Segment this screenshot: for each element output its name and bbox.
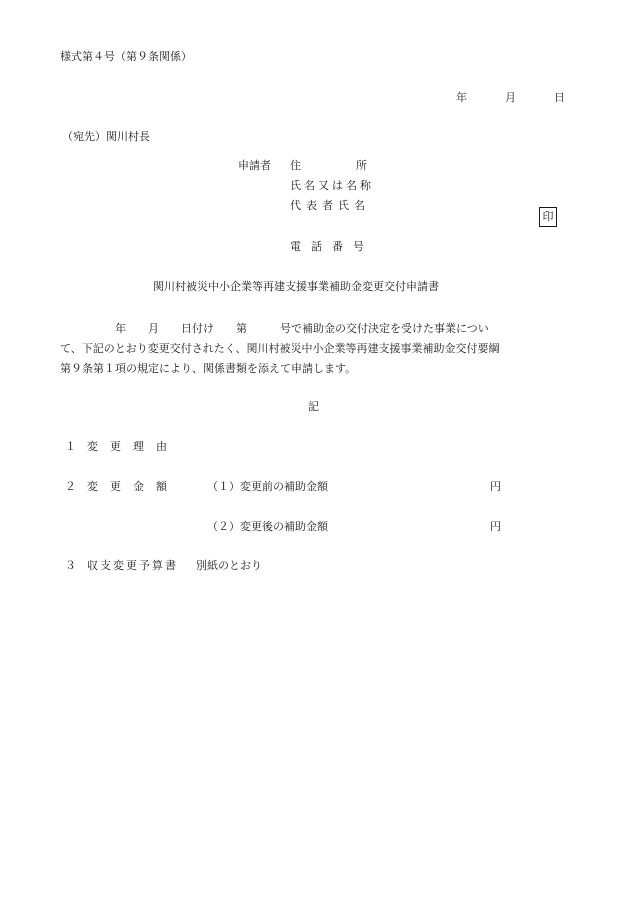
- representative-label: 代表者氏名: [290, 199, 370, 212]
- sub-amount-before: （１）変更前の補助金額: [207, 480, 328, 493]
- body-paragraph: [60, 319, 572, 379]
- seal-mark: 印: [539, 207, 557, 227]
- yen-unit-before: 円: [490, 480, 501, 493]
- body-line-2: て、下記のとおり変更交付されたく、関川村被災中小企業等再建支援事業補助金交付要綱: [60, 342, 500, 355]
- ki-heading: 記: [308, 400, 319, 413]
- item-number: ３: [65, 559, 76, 572]
- item-number: ２: [65, 480, 76, 493]
- body-line-3: 第９条第１項の規定により、関係書類を添えて申請します。: [60, 362, 357, 375]
- item-change-amount: [65, 480, 179, 494]
- address-label: 住 所: [290, 159, 367, 172]
- form-number: 様式第４号（第９条関係）: [60, 50, 192, 63]
- item-label: 変更金額: [87, 480, 179, 493]
- phone-label: 電話番号: [290, 240, 374, 253]
- item-value: 別紙のとおり: [196, 559, 262, 572]
- date-line: [456, 91, 565, 105]
- document-title: 関川村被災中小企業等再建支援事業補助金変更交付申請書: [153, 280, 439, 293]
- date-month: 月: [505, 91, 516, 104]
- applicant-label: 申請者: [238, 159, 271, 172]
- sub-amount-after: （２）変更後の補助金額: [207, 520, 328, 533]
- item-label: 収支変更予算書: [87, 559, 178, 572]
- name-label: 氏名又は名称: [290, 179, 374, 192]
- item-label: 変更理由: [87, 440, 179, 453]
- body-line-1: 年 月 日付け 第 号で補助金の交付決定を受けた事業につい: [60, 322, 489, 335]
- item-number: １: [65, 440, 76, 453]
- date-year: 年: [456, 91, 467, 104]
- addressee: （宛先）関川村長: [62, 130, 150, 143]
- yen-unit-after: 円: [490, 520, 501, 533]
- item-change-reason: [65, 440, 179, 454]
- date-day: 日: [554, 91, 565, 104]
- item-budget: [65, 559, 262, 573]
